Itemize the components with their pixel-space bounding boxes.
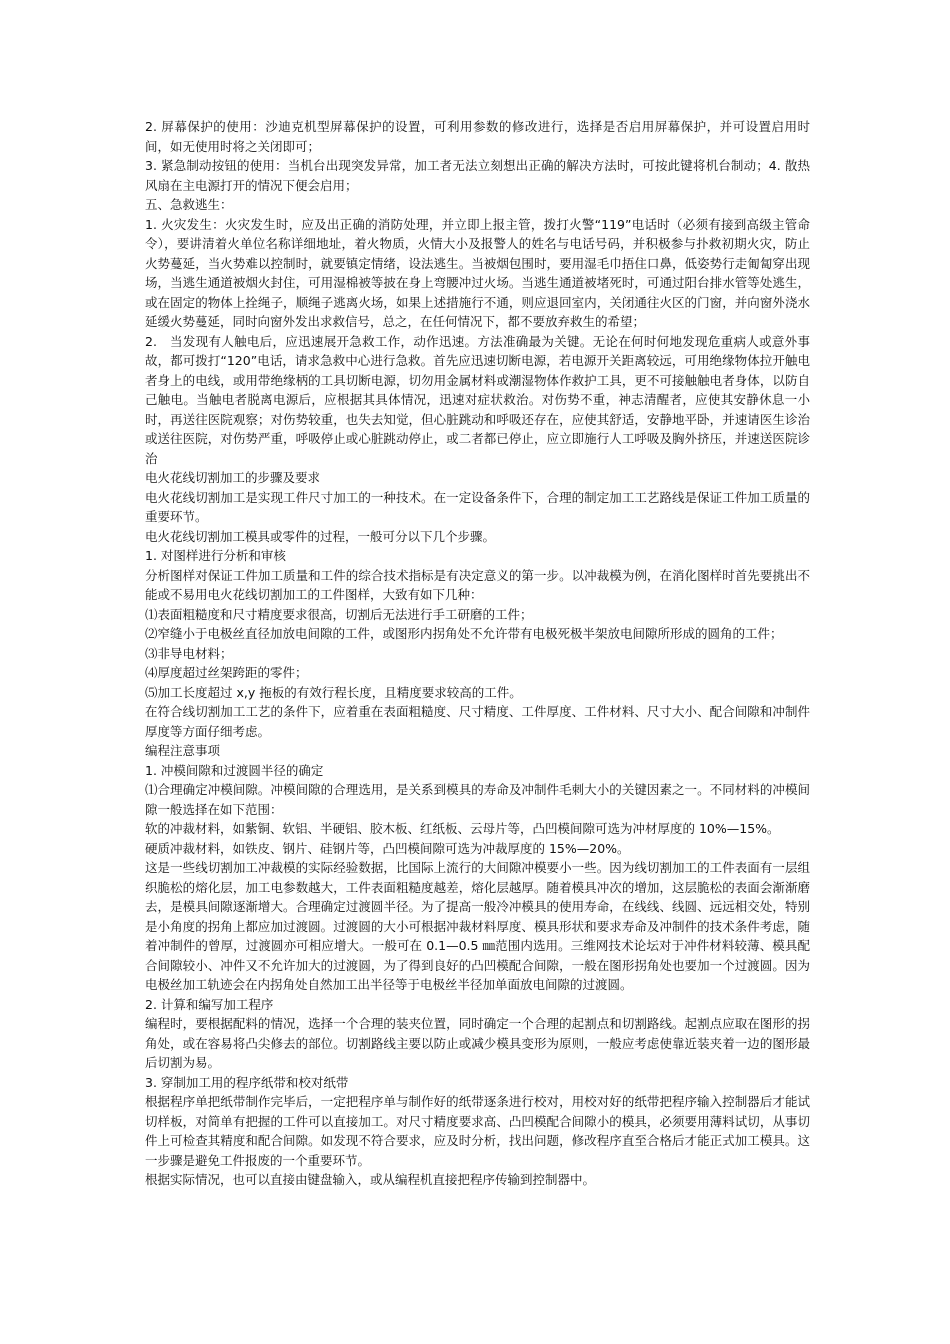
paragraph-fire: 1. 火灾发生：火灾发生时，应及出正确的消防处理，并立即上报主管，拨打火警“119”电话时（必须有接到高级主管命令），要讲清着火单位名称详细地址，着火物质，火情大小及报警人的姓名与电话号码，并积极参与扑救初期火灾，防止火势蔓延，当火势难以控制时，就要镇定情绪，设法逃生。当被烟包围时，要用湿毛巾捂住口鼻，低姿势行走匍匐穿出现场，当逃生通道被烟火封住，可用湿棉被等披在身上弯腰冲过火场。当逃生通道被堵死时，可通过阳台排水管等处逃生，或在固定的物体上拴绳子，顺绳子逃离火场，如果上述措施行不通，则应退回室内，关闭通往火区的门窗，并向窗外浇水延缓火势蔓延，同时向窗外发出求救信号，总之，在任何情况下，都不要放弃救生的希望； — [145, 216, 810, 329]
paragraph-process-steps: 电火花线切割加工模具或零件的过程，一般可分以下几个步骤。 — [145, 528, 496, 544]
paragraph-electric-shock: 2. 当发现有人触电后，应迅速展开急救工作，动作迅速。方法准确最为关键。无论在何时何地发现危重病人或意外事故，都可拨打“120”电话，请求急救中心进行急救。首先应迅速切断电源，若电源开关距离较远，可用绝缘物体拉开触电者身上的电线，或用带绝缘柄的工具切断电源，切勿用金属材料或潮湿物体作救护工具，更不可接触触电者身体，以防自己触电。当触电者脱离电源后，应根据其具体情况，迅速对症状救治。对伤势不重，神志清醒者，应使其安静休息一小时，再送往医院观察；对伤势较重，也失去知觉，但心脏跳动和呼吸还存在，应使其舒适，安静地平卧，并速请医生诊治或送往医院，对伤势严重，呼吸停止或心脏跳动停止，或二者都已停止，应立即施行人工呼吸及胸外挤压，并速送医院诊治 — [145, 333, 810, 466]
paragraph-direct-input: 根据实际情况，也可以直接由键盘输入，或从编程机直接把程序传输到控制器中。 — [145, 1172, 596, 1187]
paragraph-program-writing: 编程时，要根据配料的情况，选择一个合理的装夹位置，同时确定一个合理的起割点和切割路线。起割点应取在图形的拐角处，或在容易将凸尖修去的部位。切割路线主要以防止或减少模具变形为原则，一般应考虑使靠近装夹着一边的图形最后切割为易。 — [145, 1016, 810, 1070]
paragraph-wire-edm-intro: 电火花线切割加工是实现工件尺寸加工的一种技术。在一定设备条件下，合理的制定加工工艺路线是保证工件加工质量的重要环节。 — [145, 489, 810, 524]
paragraph-hard-materials: 硬质冲裁材料，如铁皮、钢片、硅钢片等，凸凹模间隙可选为冲裁厚度的 15%—20%。 — [145, 840, 630, 856]
paragraph-emergency-stop: 3. 紧急制动按钮的使用：当机台出现突发异常，加工者无法立刻想出正确的解决方法时，可按此键将机台制动；4. 散热风扇在主电源打开的情况下便会启用； — [145, 158, 810, 193]
list-item-3: ⑶非导电材料； — [145, 645, 233, 661]
heading-wire-edm-steps: 电火花线切割加工的步骤及要求 — [145, 470, 321, 485]
paragraph-screen-saver: 2. 屏幕保护的使用：沙迪克机型屏幕保护的设置，可利用参数的修改进行，选择是否启用屏幕保护，并可设置启用时间，如无使用时将之关闭即可； — [145, 119, 810, 154]
list-item-1: ⑴表面粗糙度和尺寸精度要求很高，切割后无法进行手工研磨的工件； — [145, 606, 533, 622]
heading-programming-notes: 编程注意事项 — [145, 743, 221, 758]
paragraph-experience-data: 这是一些线切割加工冲裁模的实际经验数据，比国际上流行的大间隙冲模要小一些。因为线切割加工的工件表面有一层组织脆松的熔化层，加工电参数越大，工件表面粗糙度越差，熔化层越厚。随着模具冲次的增加，这层脆松的表面会渐渐磨去，是模具间隙逐渐增大。合理确定过渡圆半径。为了提高一般冷冲模具的使用寿命，在线线、线圆、远远相交处，特别是小角度的拐角上都应加过渡圆。过渡圆的大小可根据冲裁材料厚度、模具形状和要求寿命及冲制件的技术条件考虑，随着冲制件的曾厚，过渡圆亦可相应增大。一般可在 0.1—0.5 ㎜范围内选用。三维网技术论坛对于冲件材料较薄、模具配合间隙较小、冲件又不允许加大的过渡圆，为了得到良好的凸凹模配合间隙，一般在图形拐角处也要加一个过渡圆。因为电极丝加工轨迹会在内拐角处自然加工出半径等于电极丝半径加单面放电间隙的过渡圆。 — [145, 860, 810, 992]
list-item-2: ⑵窄缝小于电极丝直径加放电间隙的工件，或图形内拐角处不允许带有电极死极半架放电间隙所形成的圆角的工件； — [145, 626, 783, 641]
section-heading-emergency-escape: 五、急救逃生： — [145, 197, 233, 212]
document-page — [145, 117, 810, 1190]
list-item-5: ⑸加工长度超过 x,y 拖板的有效行程长度，且精度要求较高的工件。 — [145, 684, 522, 700]
paragraph-die-clearance: ⑴合理确定冲模间隙。冲模间隙的合理选用，是关系到模具的寿命及冲制件毛刺大小的关键因素之一。不同材料的冲模间隙一般选择在如下范围： — [145, 782, 810, 817]
list-item-4: ⑷厚度超过丝架跨距的零件； — [145, 665, 308, 680]
heading-tape-punching: 3. 穿制加工用的程序纸带和校对纸带 — [145, 1074, 349, 1090]
paragraph-soft-materials: 软的冲裁材料，如紫铜、软铝、半硬铝、胶木板、红纸板、云母片等，凸凹模间隙可选为冲材厚度的 10%—15%。 — [145, 821, 780, 836]
paragraph-tape-checking: 根据程序单把纸带制作完毕后，一定把程序单与制作好的纸带逐条进行校对，用校对好的纸带把程序输入控制器后才能试切样板，对简单有把握的工件可以直接加工。对尺寸精度要求高、凸凹模配合间隙小的模具，必须要用薄料试切，从事切件上可检查其精度和配合间隙。如发现不符合要求，应及时分析，找出问题，修改程序直至合格后才能正式加工模具。这一步骤是避免工件报废的一个重要环节。 — [145, 1094, 810, 1168]
heading-drawing-analysis: 1. 对图样进行分析和审核 — [145, 548, 286, 563]
paragraph-drawing-analysis: 分析图样对保证工件加工质量和工件的综合技术指标是有决定意义的第一步。以冲裁模为例，在消化图样时首先要挑出不能或不易用电火花线切割加工的工件图样，大致有如下几种： — [145, 567, 810, 602]
paragraph-process-conditions: 在符合线切割加工工艺的条件下，应着重在表面粗糙度、尺寸精度、工件厚度、工件材料、尺寸大小、配合间隙和冲制件厚度等方面仔细考虑。 — [145, 704, 810, 739]
heading-program-writing: 2. 计算和编写加工程序 — [145, 996, 274, 1012]
heading-die-clearance: 1. 冲模间隙和过渡圆半径的确定 — [145, 762, 324, 778]
